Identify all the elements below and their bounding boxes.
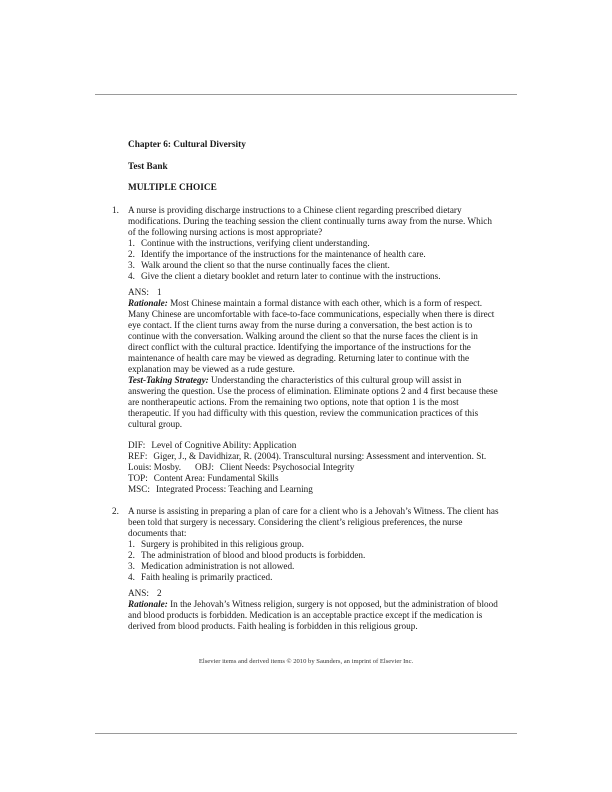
- test-taking-strategy: [128, 375, 500, 430]
- top-value: Content Area: Fundamental Skills: [153, 472, 279, 483]
- option-number: 1.: [128, 237, 135, 248]
- option-text: Give the client a dietary booklet and return later to continue with the instructions.: [141, 270, 441, 281]
- answer-value: 1: [156, 286, 162, 297]
- rationale-text: In the Jehovah’s Witness religion, surgery is not opposed, but the administration of blood and blood products is forbidden. Medication is an acceptable practice except if the medication is derived from blood products. Faith healing is forbidden in this religious group.: [128, 598, 498, 631]
- question-stem: A nurse is assisting in preparing a plan of care for a client who is a Jehovah’s Witness. The client has been told that surgery is necessary. Considering the client’s religious preferences, the nurse documents that:: [128, 505, 499, 538]
- answer-label: ANS:: [128, 286, 149, 297]
- question-number: 2.: [112, 505, 119, 516]
- question-stem: A nurse is providing discharge instructions to a Chinese client regarding prescribed dietary modifications. During the teaching session the client continually turns away from the nurse. Which of the following nursing actions is most appropriate?: [128, 204, 492, 237]
- rationale: [128, 599, 500, 632]
- strategy-text: Understanding the characteristics of this cultural group will assist in answering the question. Use the process of elimination. Eliminate options 2 and 4 first because these are nontherapeutic actions. From the remaining two options, note that option 1 is the most therapeutic. If you had difficulty with this question, review the communication practices of this cultural group.: [128, 374, 498, 429]
- answer-option: [128, 539, 500, 550]
- msc-value: Integrated Process: Teaching and Learning: [155, 483, 313, 494]
- chapter-title: Chapter 6: Cultural Diversity: [128, 140, 246, 150]
- bottom-rule: [95, 733, 517, 734]
- rationale: [128, 298, 500, 375]
- option-number: 3.: [128, 560, 135, 571]
- option-number: 2.: [128, 549, 135, 560]
- answer-line: [128, 287, 500, 298]
- option-number: 4.: [128, 270, 135, 281]
- option-text: Surgery is prohibited in this religious group.: [141, 538, 304, 549]
- question-1: [112, 204, 500, 495]
- question-number: 1.: [112, 204, 119, 215]
- dif-value: Level of Cognitive Ability: Application: [151, 439, 297, 450]
- msc-line: [128, 484, 500, 495]
- obj-label: OBJ:: [195, 461, 214, 472]
- ref-line: [128, 451, 500, 473]
- question-2: [112, 505, 500, 632]
- answer-label: ANS:: [128, 587, 149, 598]
- ref-label: REF:: [128, 450, 148, 461]
- option-text: Walk around the client so that the nurse continually faces the client.: [141, 259, 390, 270]
- answer-option: [128, 561, 500, 572]
- answer-option: [128, 550, 500, 561]
- dif-label: DIF:: [128, 439, 146, 450]
- option-text: Faith healing is primarily practiced.: [141, 571, 273, 582]
- top-label: TOP:: [128, 472, 148, 483]
- page-content: [112, 140, 500, 632]
- rationale-label: Rationale:: [128, 598, 168, 609]
- option-number: 2.: [128, 248, 135, 259]
- test-bank-label: Test Bank: [128, 161, 168, 172]
- answer-value: 2: [156, 587, 162, 598]
- option-text: Medication administration is not allowed.: [141, 560, 295, 571]
- option-text: The administration of blood and blood products is forbidden.: [141, 549, 366, 560]
- answer-option: [128, 249, 500, 260]
- obj-value: Client Needs: Psychosocial Integrity: [219, 461, 355, 472]
- dif-line: [128, 440, 500, 451]
- option-number: 3.: [128, 259, 135, 270]
- answer-option: [128, 572, 500, 583]
- option-number: 1.: [128, 538, 135, 549]
- top-line: [128, 473, 500, 484]
- answer-option: [128, 260, 500, 271]
- ref-value: Giger, J., & Davidhizar, R. (2004). Transcultural nursing: Assessment and intervention. St. Louis: Mosby.: [128, 450, 487, 472]
- option-text: Continue with the instructions, verifying client understanding.: [141, 237, 370, 248]
- top-rule: [95, 94, 517, 95]
- answer-line: [128, 588, 500, 599]
- question-metadata: [128, 440, 500, 495]
- copyright-footer: Elsevier items and derived items © 2010 by Saunders, an imprint of Elsevier Inc.: [198, 658, 414, 665]
- section-heading: MULTIPLE CHOICE: [128, 183, 217, 193]
- answer-option: [128, 271, 500, 282]
- option-number: 4.: [128, 571, 135, 582]
- msc-label: MSC:: [128, 483, 150, 494]
- rationale-text: Most Chinese maintain a formal distance with each other, which is a form of respect. Many Chinese are uncomfortable with face-to-face communications, especially when there is direct eye contact. If the client turns away from the nurse during a conversation, the best action is to continue with the conversation. Walking around the client so that the nurse faces the client is in direct conflict with the cultural practice. Identifying the importance of the instructions for the maintenance of health care may be viewed as degrading. Returning later to continue with the explanation may be viewed as a rude gesture.: [128, 297, 495, 374]
- option-text: Identify the importance of the instructions for the maintenance of health care.: [141, 248, 426, 259]
- answer-option: [128, 238, 500, 249]
- strategy-label: Test-Taking Strategy:: [128, 374, 209, 385]
- rationale-label: Rationale:: [128, 297, 168, 308]
